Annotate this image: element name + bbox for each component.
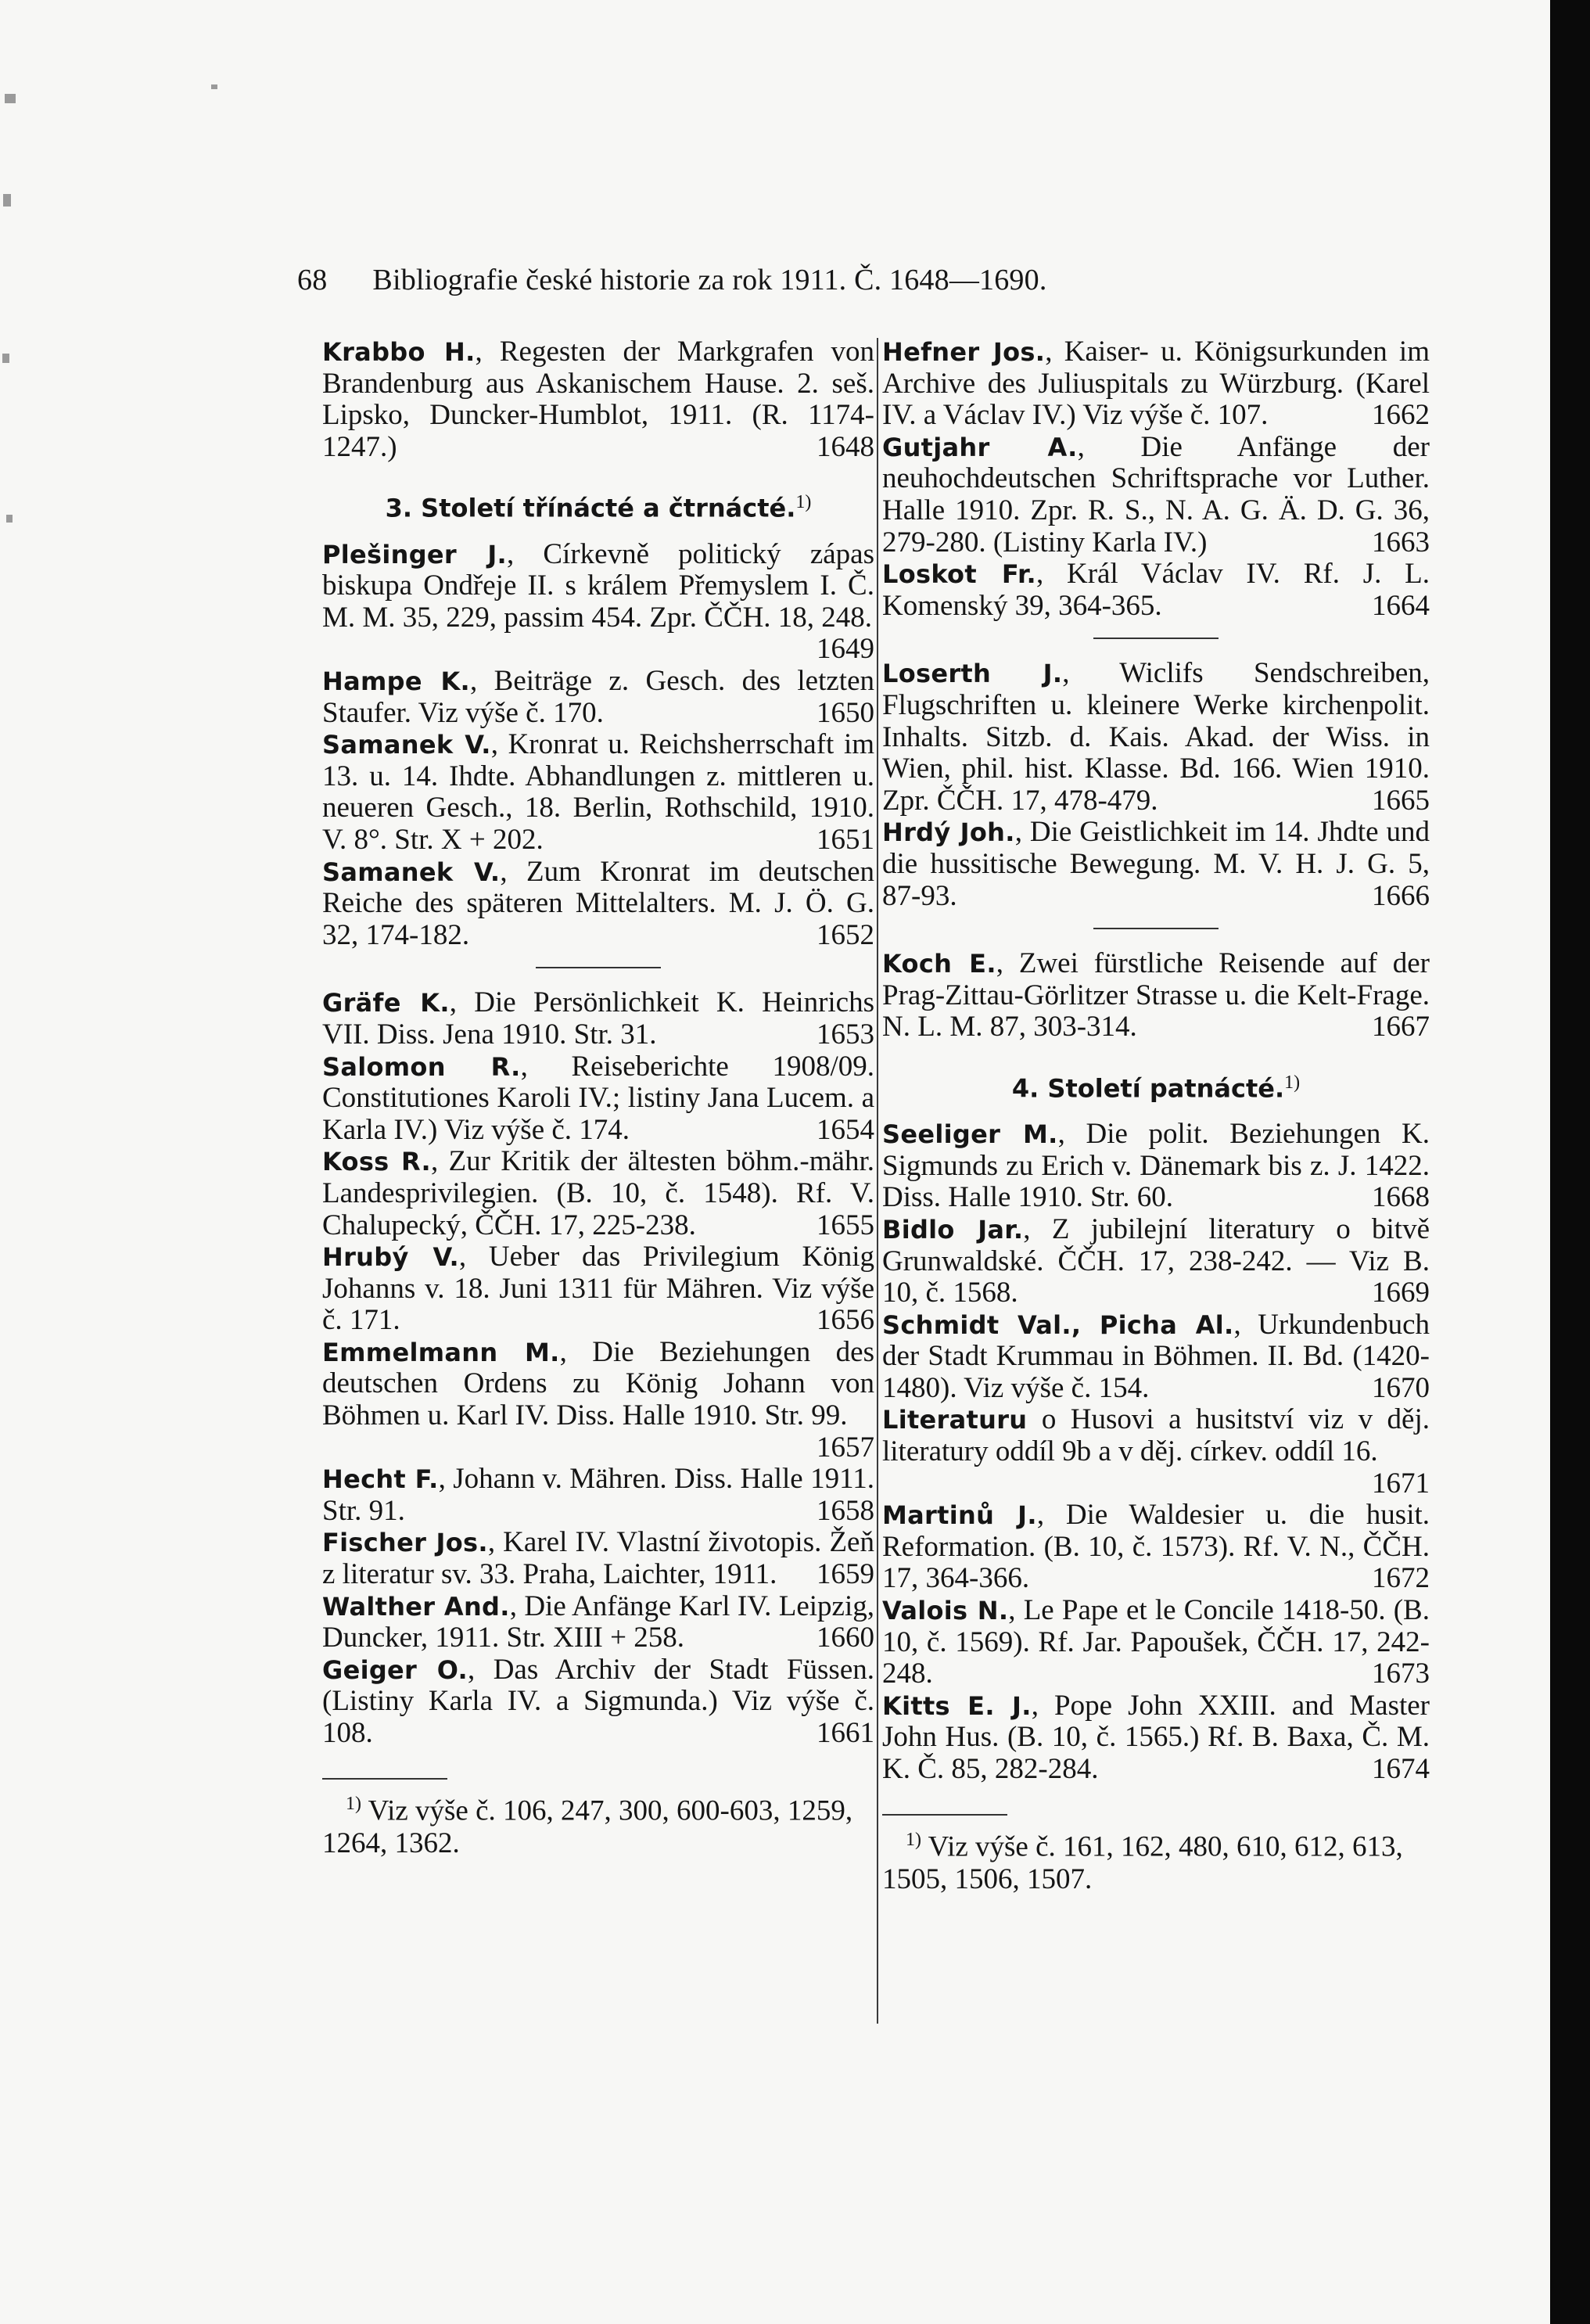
bibliography-entry xyxy=(882,1595,1430,1690)
footnote xyxy=(882,1823,1430,1896)
page-number: 68 xyxy=(297,264,328,296)
entry-text: , Die polit. Beziehungen K. Sigmunds zu Erich v. Dänemark bis z. J. 1422. Diss. Halle 1910. Str. 60. xyxy=(882,1118,1430,1214)
entry-author: Salomon R. xyxy=(322,1051,521,1082)
entry-author: Martinů J. xyxy=(882,1500,1037,1531)
entry-number: 1652 xyxy=(817,918,874,951)
entry-number: 1664 xyxy=(1372,589,1430,622)
entry-text: , Kronrat u. Reichsherrschaft im 13. u. 14. Ihdte. Abhandlungen z. mittleren u. neueren Gesch., 18. Berlin, Rothschild, 1910. V. 8°. Str. X + 202. xyxy=(322,728,874,856)
entry-number: 1670 xyxy=(1372,1371,1430,1404)
bibliography-entry xyxy=(322,987,874,1051)
bibliography-entry xyxy=(322,1464,874,1527)
divider xyxy=(536,967,661,968)
page-edge xyxy=(1550,0,1590,2324)
entry-number: 1659 xyxy=(817,1558,874,1591)
footnote-mark: 1) xyxy=(906,1829,921,1850)
left-column xyxy=(322,336,874,1860)
entry-text: , Ueber das Privilegium König Johanns v. 18. Juni 1311 für Mähren. Viz výše č. 171. xyxy=(322,1241,874,1337)
entry-text: , Die Persönlichkeit K. Heinrichs VII. Diss. Jena 1910. Str. 31. xyxy=(322,986,875,1051)
entry-text: , Johann v. Mähren. Diss. Halle 1911. Str. 91. xyxy=(322,1463,874,1527)
entry-number: 1657 xyxy=(817,1431,874,1464)
bibliography-entry xyxy=(322,336,874,463)
bibliography-entry xyxy=(882,559,1430,622)
entry-author: Krabbo H. xyxy=(322,337,476,367)
entry-number: 1671 xyxy=(1372,1467,1430,1500)
bibliography-entry xyxy=(882,1309,1430,1405)
footnote-text: Viz výše č. 106, 247, 300, 600-603, 1259, 1264, 1362. xyxy=(322,1794,853,1859)
bibliography-entry xyxy=(882,1500,1430,1595)
entry-number: 1669 xyxy=(1372,1277,1430,1309)
entry-author: Koch E. xyxy=(882,949,996,979)
bibliography-entry xyxy=(882,336,1430,432)
entry-number: 1661 xyxy=(817,1717,874,1749)
section-heading xyxy=(882,1067,1430,1105)
entry-list xyxy=(322,987,874,1749)
entry-number: 1674 xyxy=(1372,1753,1430,1785)
entry-text: o Husovi a husitství viz v děj. literatury oddíl 9b a v děj. církev. oddíl 16. xyxy=(882,1403,1430,1468)
entry-author: Kitts E. J. xyxy=(882,1690,1032,1721)
binding-mark xyxy=(6,515,13,523)
entry-number: 1665 xyxy=(1372,784,1430,817)
entry-author: Hrubý V. xyxy=(322,1242,459,1273)
divider xyxy=(1093,638,1219,639)
entry-author: Emmelmann M. xyxy=(322,1337,560,1367)
entry-text: , Urkundenbuch der Stadt Krummau in Böhmen. II. Bd. (1420-1480). Viz výše č. 154. xyxy=(882,1308,1430,1404)
entry-text: , Král Václav IV. Rf. J. L. Komenský 39, 364-365. xyxy=(882,558,1430,622)
footnote xyxy=(322,1787,874,1860)
bibliography-entry xyxy=(882,1690,1430,1786)
entry-list xyxy=(882,948,1430,1043)
entry-number: 1668 xyxy=(1372,1181,1430,1214)
bibliography-entry xyxy=(322,1146,874,1241)
bibliography-entry xyxy=(322,1654,874,1750)
entry-author: Loserth J. xyxy=(882,659,1063,689)
bibliography-entry xyxy=(322,1591,874,1654)
entry-author: Hampe K. xyxy=(322,666,470,696)
column-separator xyxy=(877,338,878,2024)
entry-number: 1650 xyxy=(817,696,874,729)
entry-text: , Das Archiv der Stadt Füssen. (Listiny Karla IV. a Sigmunda.) Viz výše č. 108. xyxy=(322,1653,874,1749)
binding-mark xyxy=(3,194,11,207)
entry-text: , Reiseberichte 1908/09. Constitutiones Karoli IV.; listiny Jana Lucem. a Karla IV.) Viz výše č. 174. xyxy=(322,1050,874,1146)
binding-mark xyxy=(2,354,9,363)
footnote-ref: 1) xyxy=(1284,1072,1301,1093)
entry-text: , Karel IV. Vlastní životopis. Žeň z literatur sv. 33. Praha, Laichter, 1911. xyxy=(322,1526,874,1591)
bibliography-entry xyxy=(322,1337,874,1464)
entry-number: 1672 xyxy=(1372,1562,1430,1595)
entry-author: Gutjahr A. xyxy=(882,432,1078,462)
binding-mark xyxy=(211,84,217,89)
entry-text: , Wiclifs Sendschreiben, Flugschriften u. kleinere Werke kirchenpolit. Inhalts. Sitzb. d. Kais. Akad. der Wiss. in Wien, phil. hist. Klasse. Bd. 166. Wien 1910. Zpr. ČČH. 17, 478-479. xyxy=(882,657,1430,817)
entry-number: 1649 xyxy=(817,633,874,666)
entry-number: 1660 xyxy=(817,1622,874,1654)
entry-number: 1655 xyxy=(817,1209,874,1241)
running-header xyxy=(297,263,1047,297)
footnote-rule xyxy=(322,1778,447,1780)
entry-text: , Die Beziehungen des deutschen Ordens zu König Johann von Böhmen u. Karl IV. Diss. Halle 1910. Str. 99. xyxy=(322,1335,874,1432)
bibliography-entry xyxy=(882,432,1430,559)
entry-author: Bidlo Jar. xyxy=(882,1214,1024,1245)
entry-author: Koss R. xyxy=(322,1147,432,1177)
bibliography-entry xyxy=(322,539,874,666)
entry-number: 1667 xyxy=(1372,1011,1430,1043)
entry-list xyxy=(882,658,1430,912)
entry-text: , Kaiser- u. Königsurkunden im Archive des Juliuspitals zu Würzburg. (Karel IV. a Václav IV.) Viz výše č. 107. xyxy=(882,336,1430,432)
entry-author: Seeliger M. xyxy=(882,1119,1058,1150)
bibliography-entry xyxy=(322,1051,874,1147)
entry-list xyxy=(322,539,874,952)
entry-text: , Zwei fürstliche Reisende auf der Prag-Zittau-Görlitzer Strasse u. die Kelt-Frage. N. L. M. 87, 303-314. xyxy=(882,947,1430,1043)
entry-author: Hecht F. xyxy=(322,1464,439,1495)
entry-text: , Zur Kritik der ältesten böhm.-mähr. Landesprivilegien. (B. 10, č. 1548). Rf. V. Chalupecký, ČČH. 17, 225-238. xyxy=(322,1145,874,1241)
entry-author: Valois N. xyxy=(882,1596,1009,1626)
entry-author: Schmidt Val., Picha Al. xyxy=(882,1309,1234,1340)
entry-text: , Die Waldesier u. die husit. Reformation. (B. 10, č. 1573). Rf. V. N., ČČH. 17, 364-366. xyxy=(882,1499,1430,1595)
entry-author: Geiger O. xyxy=(322,1654,468,1685)
entry-author: Literaturu xyxy=(882,1405,1028,1435)
entry-number: 1656 xyxy=(817,1304,874,1337)
bibliography-entry xyxy=(882,1214,1430,1309)
entry-number: 1663 xyxy=(1372,526,1430,559)
section-heading-text: 3. Století třínácté a čtrnácté. xyxy=(385,494,796,524)
entry-author: Samanek V. xyxy=(322,857,501,887)
entry-text: , Z jubilejní literatury o bitvě Grunwaldské. ČČH. 17, 238-242. — Viz B. 10, č. 1568. xyxy=(882,1212,1430,1309)
entry-list xyxy=(322,336,874,463)
running-title: Bibliografie české historie za rok 1911. Č. 1648—1690. xyxy=(372,264,1047,296)
footnote-ref: 1) xyxy=(795,492,812,513)
entry-text: , Die Geistlichkeit im 14. Jhdte und die hussitische Bewegung. M. V. H. J. G. 5, 87-93. xyxy=(882,816,1430,912)
entry-author: Gräfe K. xyxy=(322,988,450,1018)
entry-number: 1673 xyxy=(1372,1658,1430,1690)
entry-number: 1653 xyxy=(817,1018,874,1051)
right-column xyxy=(882,336,1430,1896)
footnote-mark: 1) xyxy=(346,1793,361,1814)
entry-number: 1654 xyxy=(817,1113,874,1146)
bibliography-entry xyxy=(882,817,1430,912)
footnote-text: Viz výše č. 161, 162, 480, 610, 612, 613, 1505, 1506, 1507. xyxy=(882,1830,1403,1895)
bibliography-entry xyxy=(322,857,874,952)
entry-author: Hrdý Joh. xyxy=(882,817,1015,848)
footnote-rule xyxy=(882,1814,1007,1816)
entry-number: 1666 xyxy=(1372,879,1430,912)
entry-text: , Die Anfänge der neuhochdeutschen Schriftsprache vor Luther. Halle 1910. Zpr. R. S., N. A. G. Ä. D. G. 36, 279-280. (Listiny Karla IV.) xyxy=(882,430,1430,559)
entry-number: 1662 xyxy=(1372,399,1430,432)
entry-text: , Církevně politický zápas biskupa Ondřeje II. s králem Přemyslem I. Č. M. M. 35, 229, passim 454. Zpr. ČČH. 18, 248. xyxy=(322,537,874,634)
divider xyxy=(1093,928,1219,929)
bibliography-entry xyxy=(882,948,1430,1043)
entry-text: , Le Pape et le Concile 1418-50. (B. 10, č. 1569). Rf. Jar. Papoušek, ČČH. 17, 242-248. xyxy=(882,1594,1430,1690)
entry-author: Samanek V. xyxy=(322,730,491,760)
entry-number: 1648 xyxy=(817,430,874,463)
section-heading-text: 4. Století patnácté. xyxy=(1011,1073,1285,1104)
entry-number: 1658 xyxy=(817,1494,874,1527)
entry-author: Hefner Jos. xyxy=(882,337,1046,367)
entry-list xyxy=(882,1119,1430,1785)
entry-number: 1651 xyxy=(817,823,874,856)
bibliography-entry xyxy=(322,1527,874,1590)
section-heading xyxy=(322,487,874,524)
binding-mark xyxy=(5,94,16,103)
entry-text: , Regesten der Markgrafen von Brandenburg aus Askanischem Hause. 2. seš. Lipsko, Duncker-Humblot, 1911. (R. 1174-1247.) xyxy=(322,336,874,463)
bibliography-entry xyxy=(882,658,1430,817)
entry-text: , Die Anfänge Karl IV. Leipzig, Duncker, 1911. Str. XIII + 258. xyxy=(322,1589,874,1654)
entry-author: Plešinger J. xyxy=(322,539,507,569)
bibliography-entry xyxy=(882,1119,1430,1214)
bibliography-entry xyxy=(322,1241,874,1337)
bibliography-entry xyxy=(882,1404,1430,1500)
entry-text: , Pope John XXIII. and Master John Hus. (B. 10, č. 1565.) Rf. B. Baxa, Č. M. K. Č. 85, 282-284. xyxy=(882,1689,1430,1785)
bibliography-entry xyxy=(322,729,874,856)
entry-author: Walther And. xyxy=(322,1591,510,1622)
bibliography-entry xyxy=(322,666,874,729)
entry-list xyxy=(882,336,1430,622)
entry-author: Fischer Jos. xyxy=(322,1528,488,1558)
entry-text: , Beiträge z. Gesch. des letzten Staufer. Viz výše č. 170. xyxy=(322,665,874,729)
entry-text: , Zum Kronrat im deutschen Reiche des späteren Mittelalters. M. J. Ö. G. 32, 174-182. xyxy=(322,855,875,951)
entry-author: Loskot Fr. xyxy=(882,559,1036,590)
